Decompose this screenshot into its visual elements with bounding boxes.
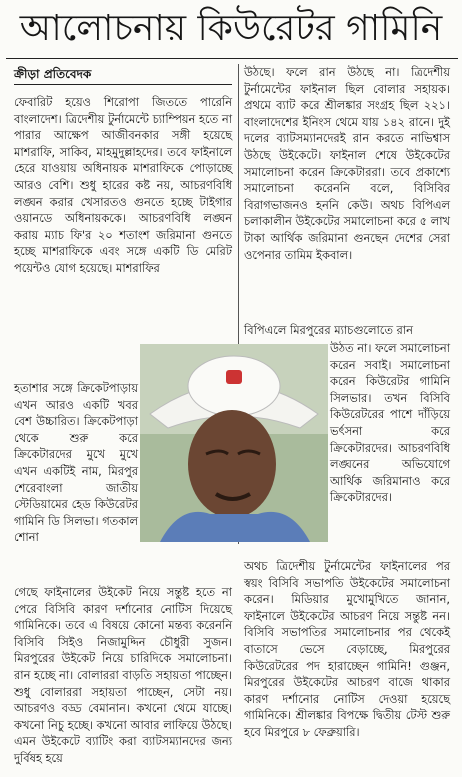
byline-rule [14,84,232,85]
article-column-narrow [14,380,138,546]
article-column-left [14,94,232,277]
article-column-bottom-right [244,558,450,741]
paragraph-left: ফেবারিট হয়েও শিরোপা জিততে পারেনি বাংলাদেশ। ত্রিদেশীয় টুর্নামেন্টে চ্যাম্পিয়ন হতে না পারার আক্ষেপ আজীবনকার সঙ্গী হয়েছে মাশরাফি, সাকিব, মাহমুদুল্লাহদের। তবে ফাইনালে হেরে যাওয়ায় অধিনায়ক মাশরাফিকে পোড়াচ্ছে আরও বেশি। শুধু হারের কষ্ট নয়, আচরণবিধি লঙ্ঘন করার খেসারতও গুনতে হচ্ছে টাইগার ওয়ানডে অধিনায়ককে। আচরণবিধি লঙ্ঘন করায় ম্যাচ ফি'র ২০ শতাংশ জরিমানা গুনতে হচ্ছে মাশরাফিকে এবং সঙ্গে একটি ডি মেরিট পয়েন্টও যোগ হয়েছে। মাশরাফির [14,95,232,275]
headline: আলোচনায় কিউরেটর গামিনি [19,8,443,49]
paragraph-narrow-right: উঠত না। ফলে সমালোচনা করেন সবাই। সমালোচনা করেন কিউরেটর গামিনি সিলভার। তখন বিসিবি কিউরেটরের পাশে দাঁড়িয়ে ভর্ৎসনা করে ক্রিকেটারদের। আচরণবিধি লঙ্ঘনের অভিযোগে আর্থিক জরিমানাও করে ক্রিকেটারদের। [330,341,450,505]
article-column-right-mid [244,322,450,339]
article-column-right-top [244,64,450,263]
article-column-narrow-right [330,340,450,506]
portrait-photo [140,344,328,542]
headline-rule [6,58,458,59]
paragraph-bottom-left: গেছে ফাইনালের উইকেট নিয়ে সন্তুষ্ট হতে না পেরে বিসিবি কারণ দর্শানোর নোটিস দিয়েছে গামিনিকে। তবে এ বিষয়ে কোনো মন্তব্য করেননি বিসিবি সিইও নিজামুদ্দিন চৌধুরী সুজন। মিরপুরের উইকেট নিয়ে চারিদিকে সমালোচনা। রান হচ্ছে না। বোলাররা বাড়তি সহায়তা পাচ্ছেন। শুধু বোলাররা সহায়তা পাচ্ছেন, সেটা নয়। আচরণও বড্ড বেমানান। কখনো থেমে যাচ্ছে। কখনো নিচু হচ্ছে। কখনো আবার লাফিয়ে উঠছে। এমন উইকেটে ব্যাটিং করা ব্যাটসম্যানদের জন্য দুর্বিষহ হয়ে [14,585,232,765]
article-column-bottom-left [14,584,232,767]
paragraph-narrow: হতাশার সঙ্গে ক্রিকেটপাড়ায় এখন আরও একটি খবর বেশ উচ্চারিত। ক্রিকেটপাড়া থেকে শুরু করে ক্রিকেটারদের মুখে মুখে এখন একটিই নাম, মিরপুর শেরেবাংলা জাতীয় স্টেডিয়ামের হেড কিউরেটর গামিনি ডি সিলভা। গতকাল শোনা [14,381,138,545]
paragraph-right-top: উঠছে। ফলে রান উঠছে না। ত্রিদেশীয় টুর্নামেন্টের ফাইনাল ছিল বোলার সহায়ক। প্রথমে ব্যাট করে শ্রীলঙ্কার সংগ্রহ ছিল ২২১। বাংলাদেশের ইনিংস থেমে যায় ১৪২ রানে। দুই দলের ব্যাটসম্যানদেরই রান করতে নাভিশ্বাস উঠছে উইকেটে। ফাইনাল শেষে উইকেটের সমালোচনা করেন ক্রিকেটাররা। তবে প্রকাশ্যে সমালোচনা করেননি বলে, বিসিবির বিরাগভাজনও হননি কেউ। অথচ বিপিএল চলাকালীন উইকেটের সমালোচনা করে ৫ লাখ টাকা আর্থিক জরিমানা গুনছেন দেশের সেরা ওপেনার তামিম ইকবাল। [244,65,450,262]
person-image [140,344,328,542]
paragraph-bottom-right: অথচ ত্রিদেশীয় টুর্নামেন্টের ফাইনালের পর স্বয়ং বিসিবি সভাপতি উইকেটের সমালোচনা করেন। মিডিয়ার মুখোমুখিতে জানান, ফাইনালে উইকেটের আচরণ নিয়ে সন্তুষ্ট নন। বিসিবি সভাপতির সমালোচনার পর থেকেই বাতাসে ভেসে বেড়াচ্ছে, মিরপুরের কিউরেটরের পদ হারাচ্ছেন গামিনি! গুঞ্জন, মিরপুরের উইকেটের আচরণ বাজে থাকার কারণ দর্শানোর নোটিস দেওয়া হয়েছে গামিনিকে। শ্রীলঙ্কার বিপক্ষে দ্বিতীয় টেস্ট শুরু হবে মিরপুরে ৮ ফেব্রুয়ারি। [244,559,450,739]
byline: ক্রীড়া প্রতিবেদক [14,67,92,81]
paragraph-right-mid: বিপিএলে মিরপুরের ম্যাচগুলোতে রান [244,323,413,337]
